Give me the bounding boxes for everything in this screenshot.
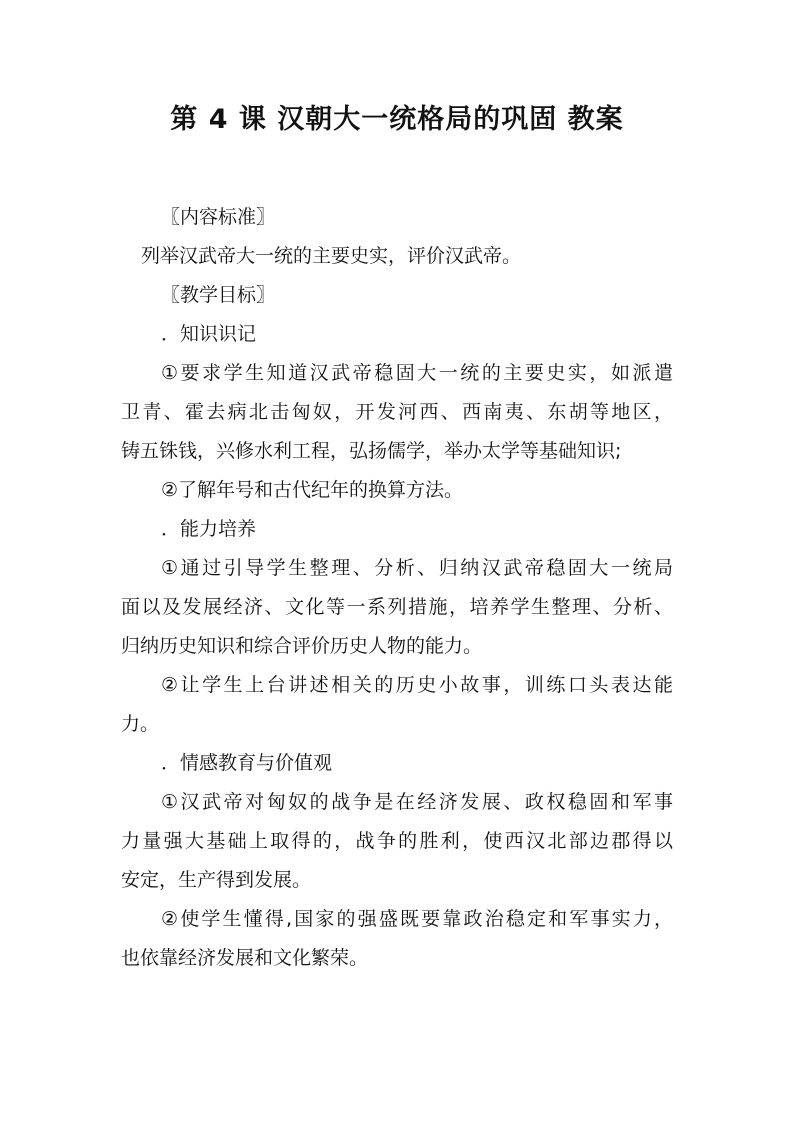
paragraph-line: 力量强大基础上取得的，战争的胜利，使西汉北部边郡得以 [121, 830, 673, 852]
paragraph-line: 面以及发展经济、文化等一系列措施，培养学生整理、分析、 [121, 596, 673, 618]
paragraph-line: 安定，生产得到发展。 [121, 869, 312, 891]
subheading-knowledge: ．知识识记 [161, 323, 257, 345]
paragraph-line: ②使学生懂得,国家的强盛既要靠政治稳定和军事实力， [161, 908, 673, 930]
paragraph-line: ②了解年号和古代纪年的换算方法。 [161, 479, 464, 501]
paragraph-line: ①通过引导学生整理、分析、归纳汉武帝稳固大一统局 [161, 557, 673, 579]
paragraph-line: ①要求学生知道汉武帝稳固大一统的主要史实，如派遣 [161, 362, 673, 384]
paragraph-line: ②让学生上台讲述相关的历史小故事，训练口头表达能 [161, 674, 673, 696]
paragraph-line: 力。 [121, 713, 160, 735]
paragraph-line: 铸五铢钱，兴修水利工程，弘扬儒学，举办太学等基础知识; [121, 440, 622, 462]
section-heading-content-standard: 〖内容标准〗 [161, 206, 276, 228]
subheading-ability: ．能力培养 [161, 518, 257, 540]
document-title: 第 4 课 汉朝大一统格局的巩固 教案 [170, 104, 624, 135]
paragraph-line: 归纳历史知识和综合评价历史人物的能力。 [121, 635, 483, 657]
subheading-emotion-values: ．情感教育与价值观 [161, 752, 333, 774]
section-heading-teaching-goals: 〖教学目标〗 [161, 284, 276, 306]
paragraph-line: ①汉武帝对匈奴的战争是在经济发展、政权稳固和军事 [161, 791, 673, 813]
paragraph-content-standard: 列举汉武帝大一统的主要史实，评价汉武帝。 [141, 245, 522, 267]
document-body [121, 198, 673, 978]
paragraph-line: 卫青、霍去病北击匈奴，开发河西、西南夷、东胡等地区， [121, 401, 673, 423]
paragraph-line: 也依靠经济发展和文化繁荣。 [121, 947, 369, 969]
